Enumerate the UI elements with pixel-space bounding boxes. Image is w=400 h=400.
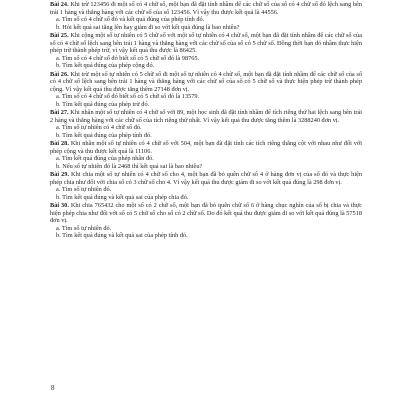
exercise-part-b: b. Tìm kết quả đúng của phép trừ đó.: [56, 100, 150, 108]
exercise-number: Bài 30.: [50, 202, 69, 209]
exercise-number: Bài 26.: [50, 70, 69, 78]
exercise-text: Khi trừ 123456 đi một số có 4 chữ số, một bạn đã đặt tính nhầm để các chữ số của số có 4 chữ số đó lệch sang bên trái 1 hàng và thẳng hàng với các chữ số của số 123456. Vì vậy thu được kết quả là 44556.: [50, 1, 362, 16]
exercise-text: Khi nhân một số tự nhiên có 4 chữ số với 504, một bạn đã đặt tính các tích riêng thẳng cột với nhau như đối với phép cộng và thu được kết quả là 11106.: [50, 140, 362, 155]
exercise-text: Khi cộng một số tự nhiên có 5 chữ số với một số tự nhiên có 4 chữ số, một bạn đã đặt tính nhầm để các chữ số của số có 4 chữ số lệch sang bên trái 1 hàng và thẳng hàng với các chữ số của số có 5 chữ số. Đồng thời bạn đó nhầm thực hiện phép trừ thành phép trừ, vì vậy kết quả thu được là 86425.: [50, 31, 362, 55]
exercise-number: Bài 29.: [50, 171, 69, 179]
exercise-24: [50, 1, 362, 31]
exercise-stem: [50, 71, 362, 94]
exercise-part-a: a. Tìm số có 4 chữ số đó biết số có 5 chữ số đó là 13579.: [56, 93, 200, 101]
exercise-part-a: a. Tìm số có 4 chữ số đó biết số có 5 chữ số đó là 98765.: [56, 54, 200, 62]
exercise-part-b: b. Tìm kết quả đúng của phép cộng đó.: [56, 62, 155, 70]
exercise-stem: [50, 202, 362, 225]
exercise-text: Khi chia một số tự nhiên có 4 chữ số cho 4, một bạn đã bỏ quên chữ số 4 ở hàng đơn vị của số đó và thực hiện phép chia như đối với chia số có 3 chữ số cho 4. Vì vậy kết quả thu được giảm đi so với kết quả đúng là 298 đơn vị.: [50, 171, 362, 186]
exercise-part-b: b. Hỏi kết quả sai tăng lên hay giảm đi so với kết quả đúng là bao nhiêu?: [56, 23, 240, 31]
exercise-part-b: b. Tìm kết quả đúng của phép tính đó.: [56, 131, 152, 139]
exercise-number: Bài 25.: [50, 31, 69, 39]
exercise-part-a: a. Tìm số tự nhiên đó.: [56, 224, 112, 232]
exercise-stem: [50, 140, 362, 155]
document-page: [50, 0, 362, 400]
page-number: 8: [51, 384, 55, 392]
exercise-25: [50, 32, 362, 70]
exercise-28: [50, 140, 362, 170]
exercise-number: Bài 27.: [50, 109, 69, 117]
exercise-text: Khi chia 765432 cho một số có 2 chữ số, một bạn đã bỏ quên chữ số 6 ở hàng chục nghìn của số bị chia và thực hiện phép chia như đối với số có 5 chữ số cho số có 2 chữ số. Do đó kết quả thu được giảm đi so với kết quả đúng là 57518 đơn vị.: [50, 202, 362, 225]
exercise-30: [50, 202, 362, 240]
exercise-part-a: a. Tìm số tự nhiên đó.: [56, 186, 112, 194]
exercise-number: Bài 28.: [50, 140, 69, 148]
exercise-part-a: a. Tìm số có 4 chữ số đó và kết quả đúng của phép tính đó.: [56, 16, 205, 24]
exercise-stem: [50, 171, 362, 186]
exercise-stem: [50, 32, 362, 55]
exercise-27: [50, 109, 362, 139]
exercise-stem: [50, 1, 362, 16]
exercise-text: Khi nhân một số tự nhiên có 4 chữ số với 89, một học sinh đã đặt tính nhầm để tích riêng thứ hai lệch sang bên trái 2 hàng và thẳng hàng với các chữ số của tích riêng thứ nhất. Vì vậy kết quả thu được tăng thêm là 3288240 đơn vị.: [50, 109, 362, 124]
exercise-text: Khi trừ một số tự nhiên có 5 chữ số đi một số tự nhiên có 4 chữ số, một bạn đã đặt tính nhầm để các chữ số của số có 4 chữ số lệch sang bên trái 1 hàng và thẳng hàng với các chữ số của số có 5 chữ số và thực hiện phép trừ thành phép cộng. Vì vậy kết quả thu được tăng thêm 27148 đơn vị.: [50, 70, 362, 93]
exercise-part-a: a. Tìm số tự nhiên có 4 chữ số đó.: [56, 124, 142, 132]
exercise-stem: [50, 109, 362, 124]
exercise-part-b: b. Tìm kết quả đúng và kết quả sai của phép chia đó.: [56, 193, 189, 201]
exercise-part-b: b. Nếu số tự nhiên đó là 2468 thì kết quả sai là bao nhiêu?: [56, 162, 203, 170]
exercise-part-a: a. Tìm kết quả đúng của phép nhân đó.: [56, 155, 154, 163]
exercise-29: [50, 171, 362, 201]
exercise-26: [50, 71, 362, 109]
exercise-number: Bài 24.: [50, 1, 69, 8]
exercise-part-b: b. Tìm kết quả đúng và kết quả sai của phép tính đó.: [56, 232, 188, 240]
